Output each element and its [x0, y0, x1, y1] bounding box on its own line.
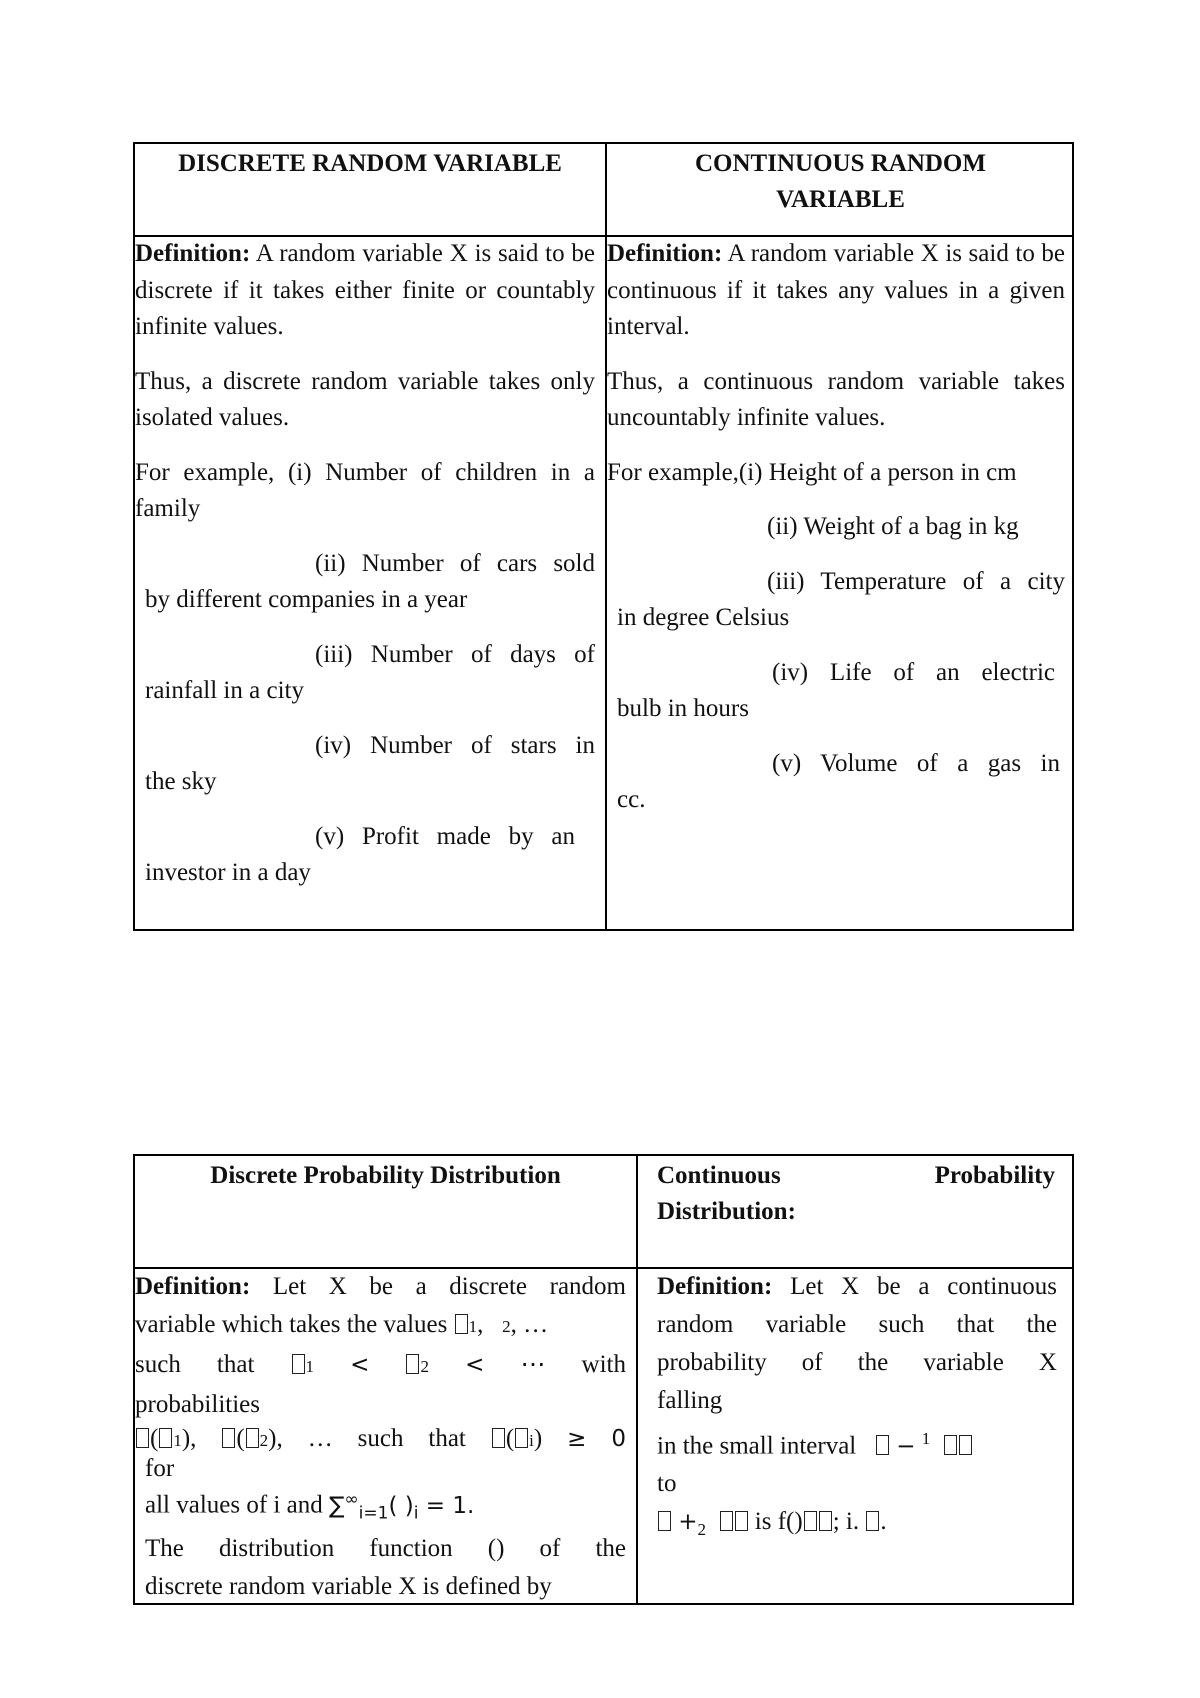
dist-line-9: discrete random variable X is defined by [145, 1573, 552, 1601]
header-line-2: Distribution: [657, 1198, 796, 1225]
definition-text: A random variable X is said to be continuous if it takes any values in a given interval. [607, 240, 1065, 340]
placeholder-glyph [492, 1428, 505, 1448]
definition-label: Definition: [657, 1273, 773, 1300]
line-text: variable which takes the values [135, 1311, 448, 1338]
header-continuous-probability-distribution [657, 1158, 1055, 1230]
discrete-variable-cell [135, 236, 595, 910]
example-tail: rainfall in a city [145, 677, 304, 704]
header-discrete-random-variable: DISCRETE RANDOM VARIABLE [178, 150, 562, 177]
line-text: is f() [754, 1508, 803, 1536]
example-tail: investor in a day [145, 859, 311, 886]
comparison-table-random-variables [133, 142, 1074, 931]
dist-line-8: The distribution function () of the [145, 1535, 626, 1563]
line-text: ; i. [832, 1508, 860, 1536]
example-tail: the sky [145, 768, 217, 795]
line-text: Let X be a discrete random [272, 1273, 626, 1300]
placeholder-glyph [959, 1435, 972, 1455]
placeholder-glyph [866, 1511, 879, 1531]
placeholder-glyph [944, 1435, 957, 1455]
discrete-thus: Thus, a discrete random variable takes only isolated values. [135, 367, 595, 431]
placeholder-glyph [658, 1511, 671, 1531]
cdist-line-2: random variable such that the [657, 1311, 1057, 1338]
continuous-distribution-cell [657, 1268, 1057, 1549]
example-head: (v) Volume of a gas in [772, 749, 1060, 777]
example-tail: cc. [617, 786, 646, 813]
definition-label: Definition: [607, 240, 723, 267]
line-text: such that [357, 1425, 466, 1452]
continuous-example-3 [607, 564, 1065, 637]
discrete-example-4 [135, 728, 595, 801]
placeholder-glyph [406, 1354, 419, 1374]
continuous-example-2 [607, 509, 1065, 546]
example-head: (v) Profit made by an [315, 822, 575, 850]
example-head: (ii) Weight of a bag in kg [767, 513, 1019, 540]
line-text: all values of i and [145, 1491, 323, 1519]
cdist-line-1 [657, 1268, 1057, 1306]
column-divider [636, 1156, 638, 1603]
continuous-example-4 [607, 655, 1065, 728]
comparison-table-probability-distributions [133, 1154, 1074, 1605]
dist-line-2: variable which takes the values 1, 2, … [135, 1311, 549, 1338]
line-text: in the small interval [657, 1432, 857, 1460]
continuous-definition [607, 236, 1065, 346]
dist-line-1 [135, 1268, 626, 1306]
discrete-example-2 [135, 546, 595, 619]
cdist-line-6: to [657, 1470, 677, 1498]
header-word: Probability [934, 1162, 1055, 1189]
placeholder-glyph [876, 1435, 889, 1455]
dist-line-7: all values of i and $\sum^\infty_{i=1}$( )$_i = 1$. [145, 1489, 475, 1524]
example-head: (iv) Life of an electric [772, 658, 1055, 686]
dist-line-6: for [145, 1455, 175, 1482]
example-tail: bulb in hours [617, 695, 749, 722]
continuous-example-intro: For example,(i) Height of a person in cm [607, 458, 1017, 486]
placeholder-glyph [292, 1354, 305, 1374]
placeholder-glyph [720, 1511, 733, 1531]
continuous-example-5 [607, 746, 1065, 819]
example-tail: by different companies in a year [145, 586, 468, 613]
discrete-example-intro: For example, (i) Number of children in a family [135, 458, 595, 522]
placeholder-glyph [735, 1511, 748, 1531]
cdist-line-4: falling [657, 1387, 723, 1414]
line-text: such that [135, 1351, 255, 1378]
header-line-1 [657, 1158, 1055, 1194]
cdist-line-3: probability of the variable X [657, 1349, 1057, 1376]
placeholder-glyph [222, 1428, 235, 1448]
cdist-line-7: $+_2$ is f() ; i. . [657, 1503, 1057, 1549]
definition-text: A random variable X is said to be discrete if it takes either finite or countably infinite values. [135, 240, 595, 340]
definition-label: Definition: [135, 240, 251, 267]
placeholder-glyph [819, 1511, 832, 1531]
discrete-distribution-cell [135, 1268, 626, 1606]
definition-label: Definition: [135, 1273, 251, 1300]
example-head: (ii) Number of cars sold [315, 549, 595, 577]
header-discrete-probability-distribution: Discrete Probability Distribution [210, 1162, 561, 1189]
placeholder-glyph [804, 1511, 817, 1531]
header-word: Continuous [657, 1162, 781, 1189]
placeholder-glyph [246, 1428, 259, 1448]
example-head: (iv) Number of stars in [315, 731, 595, 759]
continuous-variable-cell [607, 236, 1065, 837]
example-tail: in degree Celsius [617, 604, 790, 631]
placeholder-glyph [136, 1428, 149, 1448]
line-text: with [581, 1351, 626, 1378]
continuous-thus: Thus, a continuous random variable takes uncountably infinite values. [607, 367, 1065, 431]
discrete-example-5 [135, 819, 595, 892]
cdist-line-5: in the small interval − $^1$ [657, 1420, 1057, 1465]
line-text: Let X be a continuous [790, 1273, 1058, 1300]
dist-line-5: ( 1), ( 2), … such that ( i) ≥ 0 [135, 1424, 626, 1456]
placeholder-glyph [159, 1428, 172, 1448]
example-head: (iii) Number of days of [315, 640, 595, 668]
placeholder-glyph [515, 1428, 528, 1448]
dist-line-4: probabilities [135, 1391, 260, 1418]
placeholder-glyph [455, 1314, 468, 1334]
example-head: (iii) Temperature of a city [767, 567, 1065, 595]
discrete-example-3 [135, 637, 595, 710]
dist-line-3: such that 1 < 2 < ⋯ with [135, 1351, 626, 1378]
discrete-definition [135, 236, 595, 346]
header-continuous-random-variable: CONTINUOUS RANDOM VARIABLE [695, 150, 986, 213]
